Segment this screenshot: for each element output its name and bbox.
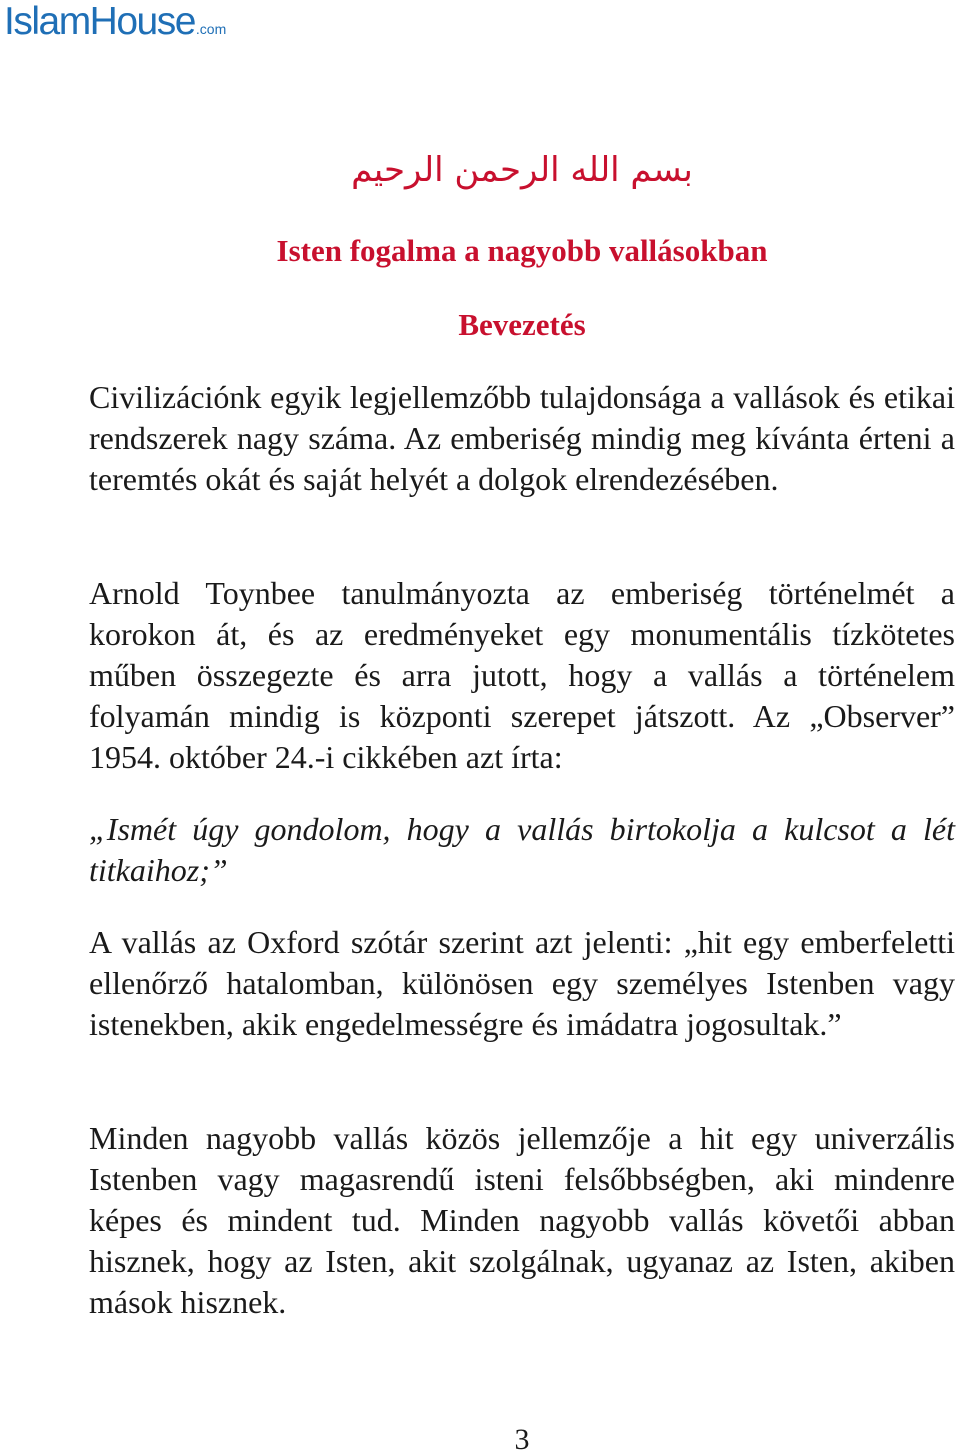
quote-observer: „Ismét úgy gondolom, hogy a vallás birtokolja a kulcsot a lét titkaihoz;” [89,811,955,888]
basmala-heading: بسم الله الرحمن الرحيم [351,150,693,190]
page-number: 3 [514,1423,530,1456]
logo-name: IslamHouse [4,0,195,43]
section-heading: Bevezetés [458,307,586,342]
paragraph-toynbee: Arnold Toynbee tanulmányozta az emberiség történelmét a korokon át, és az eredményeket egy monumentális tízkötetes műben összegezte és arra jutott, hogy a vallás a történelem folyamán mindig is központi szerepet játszott. Az „Observer” 1954. október 24.-i cikkében azt írta: [89,575,955,775]
paragraph-common-belief: Minden nagyobb vallás közös jellemzője a hit egy univerzális Istenben vagy magasrendű isteni felsőbbségben, aki mindenre képes és mindent tud. Minden nagyobb vallás követői abban hisznek, hogy az Isten, akit szolgálnak, ugyanaz az Isten, akiben mások hisznek. [89,1120,955,1320]
paragraph-intro: Civilizációnk egyik legjellemzőbb tulajdonsága a vallások és etikai rendszerek nagy száma. Az emberiség mindig meg kívánta érteni a teremtés okát és saját helyét a dolgok elrendezésében. [89,379,955,497]
document-title: Isten fogalma a nagyobb vallásokban [276,233,768,268]
islamhouse-logo[interactable] [4,2,226,41]
paragraph-oxford-definition: A vallás az Oxford szótár szerint azt jelenti: „hit egy emberfeletti ellenőrző hatalomban, különösen egy személyes Istenben vagy istenekben, akik engedelmességre és imádatra jogosultak.” [89,924,955,1042]
logo-suffix: .com [195,21,227,37]
